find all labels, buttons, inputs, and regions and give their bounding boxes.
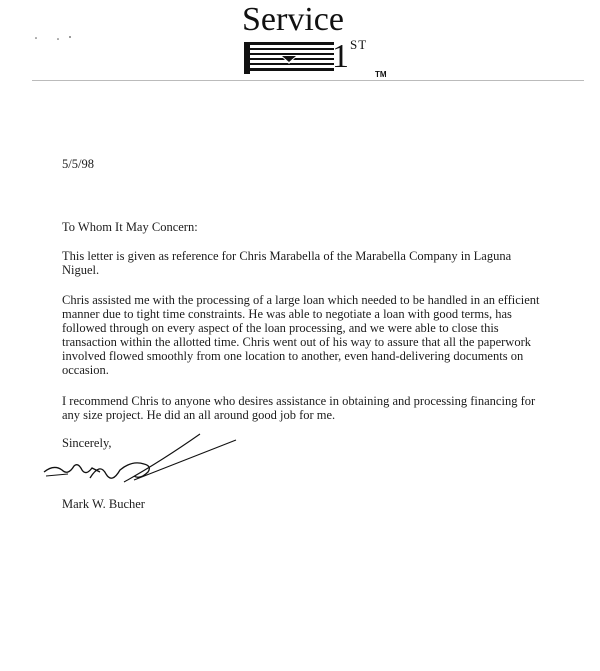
header-rule [32, 80, 584, 81]
handwritten-signature [40, 432, 240, 492]
paragraph-2-line-6: occasion. [62, 363, 109, 377]
signer-name: Mark W. Bucher [62, 497, 145, 511]
logo-superscript: ST [350, 37, 368, 52]
logo-trademark: TM [375, 70, 387, 79]
letter-salutation: To Whom It May Concern: [62, 220, 198, 234]
paragraph-2-line-2: manner due to tight time constraints. He was able to negotiate a loan with good terms, has [62, 307, 512, 321]
paragraph-2-line-3: followed through on every aspect of the loan processing, and we were able to close this [62, 321, 499, 335]
paragraph-1-line-2: Niguel. [62, 263, 100, 277]
paragraph-2-line-4: transaction within the allotted time. Chris went out of his way to assure that all the paperwork [62, 335, 531, 349]
logo-stripes-icon [244, 42, 334, 74]
company-logo [236, 0, 396, 80]
paragraph-1-line-1: This letter is given as reference for Chris Marabella of the Marabella Company in Laguna [62, 249, 512, 263]
paragraph-2-line-5: involved flowed smoothly from one location to another, even hand-delivering documents on [62, 349, 524, 363]
logo-number: 1 [332, 38, 349, 75]
letter-closing: Sincerely, [62, 436, 112, 450]
scan-specks [30, 34, 80, 44]
logo-wordmark: Service [242, 1, 344, 38]
letter-date: 5/5/98 [62, 157, 94, 171]
paragraph-3-line-2: any size project. He did an all around good job for me. [62, 408, 336, 422]
paragraph-3-line-1: I recommend Chris to anyone who desires assistance in obtaining and processing financing for [62, 394, 536, 408]
paragraph-2-line-1: Chris assisted me with the processing of a large loan which needed to be handled in an efficient [62, 293, 540, 307]
